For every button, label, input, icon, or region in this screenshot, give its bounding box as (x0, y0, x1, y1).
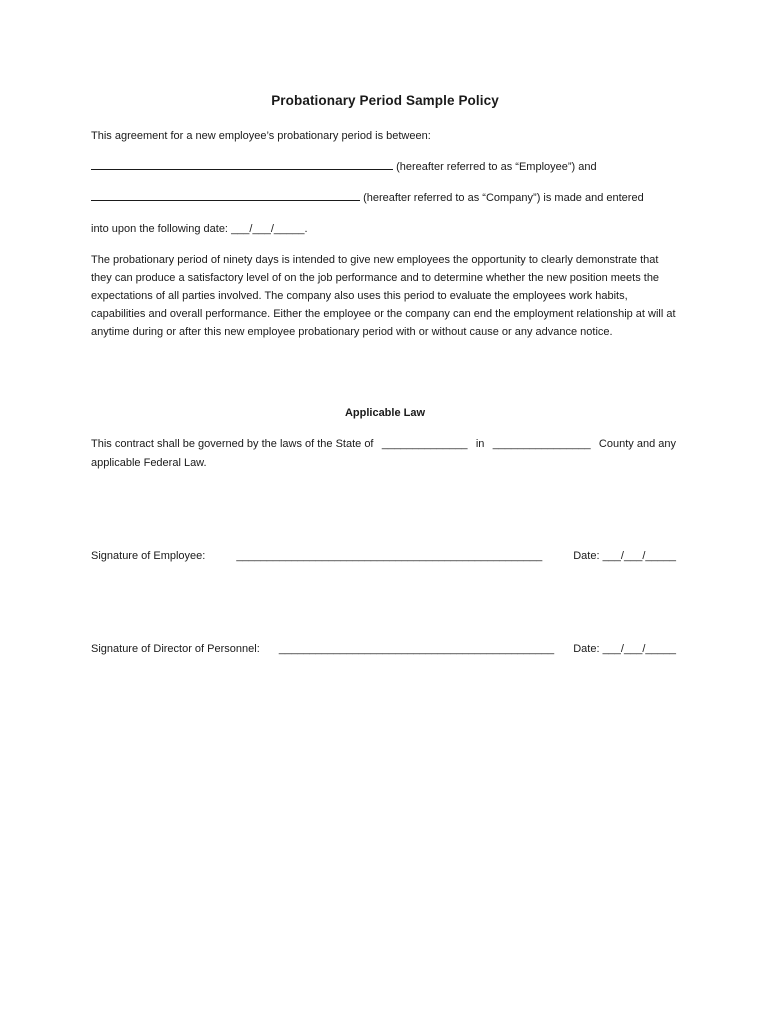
company-line (91, 189, 644, 207)
company-name-field[interactable] (91, 189, 360, 201)
law-suffix: County and any (598, 438, 676, 450)
document-title: Probationary Period Sample Policy (271, 93, 499, 108)
law-line-2: applicable Federal Law. (91, 457, 207, 469)
employee-signature-row (91, 547, 676, 565)
employee-line-suffix: (hereafter referred to as “Employee”) and (396, 161, 597, 173)
director-signature-field[interactable]: _____________________________________________ (278, 643, 555, 655)
employee-name-field[interactable] (91, 158, 393, 170)
date-line (91, 220, 308, 238)
company-line-suffix: (hereafter referred to as “Company”) is made and entered (363, 192, 644, 204)
applicable-law-heading: Applicable Law (344, 407, 426, 419)
employee-signature-label: Signature of Employee: (91, 550, 206, 562)
date-line-prefix: into upon the following date: (91, 223, 228, 235)
employee-line (91, 158, 597, 176)
director-signature-row (91, 640, 676, 658)
director-signature-date[interactable]: Date: ___/___/_____ (573, 643, 676, 655)
law-line (91, 435, 676, 453)
probation-paragraph: The probationary period of ninety days is intended to give new employees the opportunity to clearly demonstrate that they can produce a satisfactory level of on the job performance and to determine whether the new position meets the expectations of all parties involved. The company also uses this period to evaluate the employees work habits, capabilities and overall performance. Either the employee or the company can end the employment relationship at will at anytime during or after this new employee probationary period with or without cause or any advance notice. (91, 254, 676, 338)
agreement-date-field[interactable]: ___/___/_____. (231, 223, 308, 235)
employee-signature-field[interactable]: __________________________________________________ (236, 550, 543, 562)
law-prefix: This contract shall be governed by the laws of the State of (91, 438, 374, 450)
state-field[interactable]: ______________ (381, 438, 468, 450)
director-signature-label: Signature of Director of Personnel: (91, 643, 260, 655)
law-in: in (475, 438, 485, 450)
intro-text: This agreement for a new employee’s probationary period is between: (91, 130, 431, 142)
employee-signature-date[interactable]: Date: ___/___/_____ (573, 550, 676, 562)
county-field[interactable]: ________________ (492, 438, 591, 450)
